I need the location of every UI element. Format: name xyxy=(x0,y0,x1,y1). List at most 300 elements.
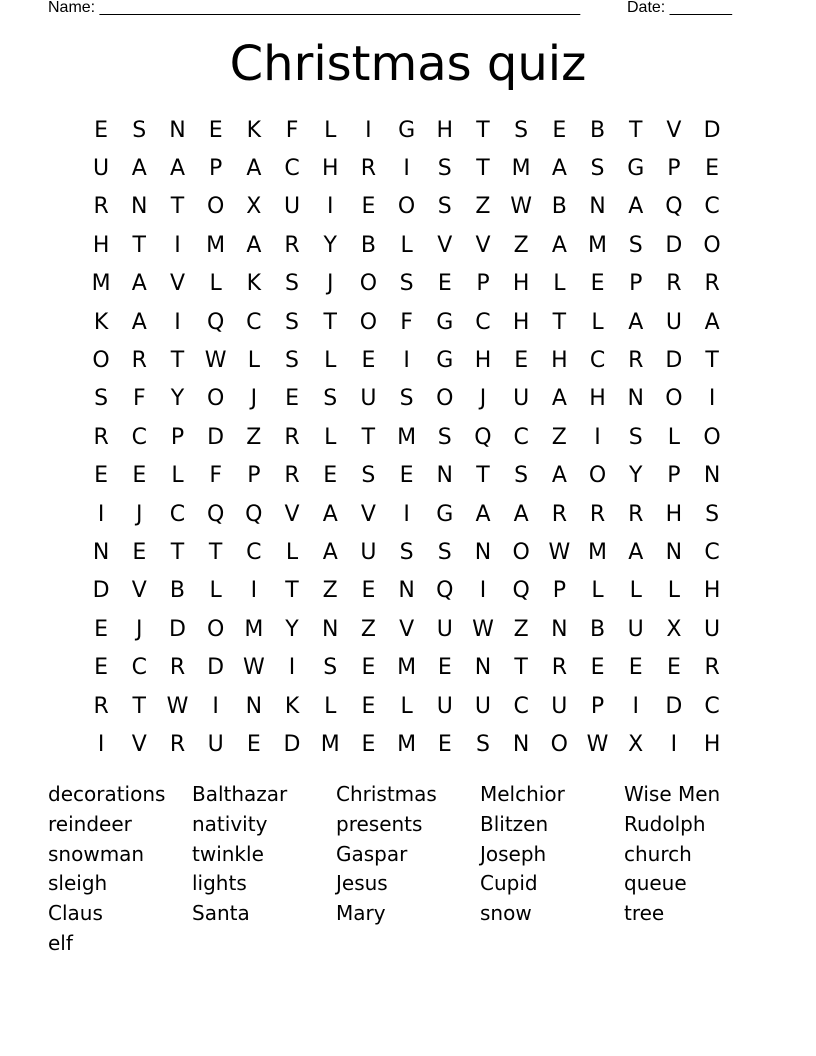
grid-letter: C xyxy=(589,348,606,374)
grid-letter: W xyxy=(166,693,189,719)
grid-letter: S xyxy=(285,271,300,297)
grid-letter: I xyxy=(479,578,487,604)
date-blank-line: _______ xyxy=(669,0,732,16)
grid-letter: E xyxy=(361,693,376,719)
grid-letter: Q xyxy=(665,194,683,220)
grid-letter: H xyxy=(551,348,568,374)
grid-letter: S xyxy=(94,386,109,412)
grid-letter: V xyxy=(131,731,147,757)
grid-letter: R xyxy=(704,271,720,297)
grid-letter: A xyxy=(551,463,567,489)
grid-letter: S xyxy=(285,309,300,335)
grid-letter: S xyxy=(323,386,338,412)
grid-letter: I xyxy=(250,578,258,604)
grid-letter: C xyxy=(475,309,491,335)
grid-letter: A xyxy=(131,271,147,297)
grid-letter: B xyxy=(360,232,376,258)
grid-letter: Q xyxy=(206,309,225,335)
grid-letter: E xyxy=(437,271,452,297)
grid-letter: L xyxy=(667,424,681,450)
grid-letter: K xyxy=(246,271,262,297)
grid-letter: F xyxy=(285,117,299,143)
grid-letter: Z xyxy=(513,616,529,642)
grid-letter: U xyxy=(551,693,568,719)
date-field xyxy=(627,0,732,17)
grid-letter: N xyxy=(321,616,339,642)
word-list-item: snowman xyxy=(48,841,145,866)
grid-letter: E xyxy=(208,117,223,143)
grid-letter: C xyxy=(169,501,186,527)
grid-letter: E xyxy=(94,655,109,681)
grid-letter: Y xyxy=(323,232,337,258)
grid-letter: K xyxy=(246,117,262,143)
grid-letter: A xyxy=(169,156,185,182)
name-field xyxy=(48,0,580,17)
word-list-item: snow xyxy=(480,901,532,926)
grid-letter: M xyxy=(320,731,340,757)
grid-letter: H xyxy=(474,348,492,374)
grid-letter: C xyxy=(513,693,529,719)
word-list-item: Claus xyxy=(48,901,103,926)
grid-letter: M xyxy=(588,232,608,258)
grid-letter: T xyxy=(476,117,490,143)
page-title: Christmas quiz xyxy=(229,36,587,92)
grid-letter: Z xyxy=(360,616,376,642)
grid-letter: A xyxy=(131,309,147,335)
grid-letter: A xyxy=(246,156,262,182)
grid-letter: U xyxy=(474,693,492,719)
grid-letter: P xyxy=(667,463,681,489)
grid-letter: F xyxy=(400,309,413,335)
grid-letter: W xyxy=(510,194,533,220)
grid-letter: I xyxy=(212,693,219,719)
grid-letter: Y xyxy=(170,386,185,412)
grid-letter: I xyxy=(97,731,105,757)
grid-letter: J xyxy=(479,386,487,412)
grid-letter: P xyxy=(552,578,566,604)
grid-letter: C xyxy=(704,693,720,719)
grid-letter: O xyxy=(359,271,378,297)
grid-letter: I xyxy=(403,348,410,374)
grid-letter: J xyxy=(326,271,334,297)
grid-letter: L xyxy=(324,348,337,374)
grid-letter: H xyxy=(512,271,530,297)
word-list-item: Cupid xyxy=(480,871,538,896)
grid-letter: Q xyxy=(245,501,263,527)
grid-letter: N xyxy=(474,539,492,565)
grid-letter: Z xyxy=(513,232,529,258)
grid-letter: S xyxy=(399,271,414,297)
grid-letter: A xyxy=(628,309,644,335)
grid-letter: A xyxy=(475,501,491,527)
grid-letter: N xyxy=(627,386,644,412)
grid-letter: U xyxy=(665,309,682,335)
grid-letter: S xyxy=(590,156,605,182)
word-list xyxy=(48,780,768,959)
grid-letter: T xyxy=(132,693,146,719)
grid-letter: S xyxy=(437,156,452,182)
grid-letter: I xyxy=(174,309,181,335)
grid-letter: D xyxy=(207,424,225,450)
grid-letter: T xyxy=(170,194,185,220)
grid-letter: O xyxy=(359,309,378,335)
letter-grid xyxy=(82,111,731,764)
grid-letter: S xyxy=(132,117,147,143)
grid-letter: A xyxy=(246,232,262,258)
grid-letter: H xyxy=(665,501,683,527)
grid-letter: A xyxy=(322,539,338,565)
grid-letter: E xyxy=(437,731,452,757)
grid-letter: H xyxy=(703,578,721,604)
grid-letter: G xyxy=(436,348,454,374)
grid-letter: E xyxy=(361,194,376,220)
grid-letter: C xyxy=(704,539,720,565)
grid-letter: B xyxy=(551,194,567,220)
grid-letter: A xyxy=(551,386,567,412)
grid-letter: A xyxy=(131,156,147,182)
grid-letter: V xyxy=(131,578,147,604)
grid-letter: C xyxy=(704,194,720,220)
grid-letter: M xyxy=(397,655,417,681)
grid-letter: O xyxy=(206,616,225,642)
grid-letter: E xyxy=(361,731,376,757)
grid-letter: D xyxy=(92,578,110,604)
grid-letter: Z xyxy=(246,424,262,450)
grid-letter: N xyxy=(92,539,110,565)
grid-letter: M xyxy=(244,616,264,642)
grid-letter: O xyxy=(397,194,416,220)
grid-letter: S xyxy=(437,539,452,565)
grid-letter: C xyxy=(246,309,262,335)
name-blank-line: ______________________________________________________ xyxy=(99,0,581,16)
word-list-item: Jesus xyxy=(336,871,388,896)
grid-letter: I xyxy=(670,731,678,757)
grid-letter: R xyxy=(666,271,682,297)
grid-letter: G xyxy=(436,501,454,527)
grid-letter: S xyxy=(361,463,376,489)
grid-letter: I xyxy=(403,156,410,182)
word-list-item: queue xyxy=(624,871,687,896)
grid-letter: R xyxy=(628,348,644,374)
grid-letter: P xyxy=(667,156,681,182)
grid-letter: L xyxy=(400,693,413,719)
grid-letter: C xyxy=(284,156,300,182)
name-label: Name: xyxy=(48,0,96,16)
grid-letter: E xyxy=(94,117,109,143)
grid-letter: T xyxy=(170,539,185,565)
grid-letter: O xyxy=(512,539,530,565)
word-list-item: reindeer xyxy=(48,811,132,836)
grid-letter: U xyxy=(283,194,301,220)
grid-letter: O xyxy=(206,194,225,220)
grid-letter: T xyxy=(285,578,299,604)
word-list-item: Blitzen xyxy=(480,811,549,836)
grid-letter: I xyxy=(632,693,639,719)
grid-letter: S xyxy=(514,117,529,143)
grid-letter: N xyxy=(245,693,263,719)
grid-letter: D xyxy=(207,655,225,681)
grid-letter: R xyxy=(704,655,720,681)
grid-letter: E xyxy=(361,655,376,681)
grid-letter: O xyxy=(703,424,721,450)
grid-letter: T xyxy=(208,539,223,565)
grid-letter: P xyxy=(209,156,223,182)
grid-letter: T xyxy=(323,309,337,335)
grid-letter: L xyxy=(324,693,337,719)
grid-letter: W xyxy=(472,616,494,642)
grid-letter: R xyxy=(628,501,644,527)
grid-letter: R xyxy=(131,348,147,374)
grid-letter: G xyxy=(436,309,454,335)
word-list-item: nativity xyxy=(192,811,268,836)
grid-letter: C xyxy=(131,424,147,450)
grid-letter: L xyxy=(324,117,337,143)
grid-letter: T xyxy=(476,156,490,182)
grid-letter: O xyxy=(550,731,568,757)
grid-letter: R xyxy=(93,424,109,450)
grid-letter: R xyxy=(169,731,186,757)
grid-letter: K xyxy=(93,309,109,335)
grid-letter: E xyxy=(246,731,261,757)
grid-letter: V xyxy=(284,501,300,527)
grid-letter: E xyxy=(94,463,109,489)
grid-letter: H xyxy=(512,309,530,335)
grid-letter: Q xyxy=(512,578,530,604)
grid-letter: Q xyxy=(206,501,225,527)
word-list-item: lights xyxy=(192,871,247,896)
word-list-item: Wise Men xyxy=(624,782,721,806)
grid-letter: M xyxy=(511,156,531,182)
grid-letter: E xyxy=(94,616,109,642)
grid-letter: I xyxy=(326,194,334,220)
grid-letter: S xyxy=(437,424,452,450)
grid-letter: E xyxy=(590,655,605,681)
grid-letter: K xyxy=(284,693,300,719)
grid-letter: Q xyxy=(436,578,454,604)
grid-letter: S xyxy=(285,348,300,374)
word-list-item: sleigh xyxy=(48,871,108,896)
grid-letter: W xyxy=(548,539,571,565)
grid-letter: V xyxy=(399,616,415,642)
grid-letter: Y xyxy=(285,616,299,642)
grid-letter: D xyxy=(168,616,186,642)
grid-letter: R xyxy=(551,501,567,527)
grid-letter: S xyxy=(705,501,720,527)
grid-letter: L xyxy=(400,232,413,258)
grid-letter: I xyxy=(97,501,105,527)
grid-letter: T xyxy=(132,232,146,258)
grid-letter: D xyxy=(665,232,683,258)
grid-letter: I xyxy=(594,424,601,450)
grid-letter: U xyxy=(360,539,377,565)
grid-letter: S xyxy=(399,539,414,565)
grid-letter: T xyxy=(628,117,643,143)
grid-letter: D xyxy=(703,117,721,143)
grid-letter: C xyxy=(513,424,529,450)
grid-letter: E xyxy=(590,271,605,297)
grid-letter: C xyxy=(131,655,147,681)
grid-letter: U xyxy=(93,156,110,182)
grid-letter: T xyxy=(476,463,490,489)
grid-letter: S xyxy=(437,194,452,220)
grid-letter: M xyxy=(397,424,417,450)
grid-letter: L xyxy=(247,348,260,374)
grid-letter: U xyxy=(436,693,453,719)
grid-letter: O xyxy=(665,386,683,412)
grid-letter: M xyxy=(588,539,608,565)
grid-letter: E xyxy=(323,463,338,489)
word-list-item: Balthazar xyxy=(192,782,288,806)
grid-letter: Z xyxy=(322,578,338,604)
grid-letter: E xyxy=(132,539,147,565)
grid-letter: P xyxy=(629,271,643,297)
grid-letter: L xyxy=(591,578,604,604)
grid-letter: E xyxy=(361,348,376,374)
grid-letter: L xyxy=(285,539,299,565)
grid-letter: W xyxy=(204,348,227,374)
grid-letter: N xyxy=(169,117,186,143)
grid-letter: U xyxy=(704,616,721,642)
grid-letter: M xyxy=(91,271,111,297)
grid-letter: Z xyxy=(551,424,567,450)
grid-letter: O xyxy=(436,386,454,412)
grid-letter: U xyxy=(513,386,530,412)
grid-letter: E xyxy=(552,117,567,143)
grid-letter: U xyxy=(207,731,224,757)
grid-letter: I xyxy=(288,655,296,681)
grid-letter: R xyxy=(551,655,567,681)
grid-letter: E xyxy=(705,156,720,182)
grid-letter: B xyxy=(589,117,606,143)
grid-letter: N xyxy=(703,463,721,489)
grid-letter: B xyxy=(169,578,186,604)
grid-letter: R xyxy=(589,501,606,527)
grid-letter: B xyxy=(589,616,606,642)
grid-letter: A xyxy=(513,501,529,527)
grid-letter: L xyxy=(629,578,642,604)
grid-letter: D xyxy=(283,731,301,757)
word-list-item: elf xyxy=(48,930,73,955)
word-list-item: twinkle xyxy=(192,841,264,866)
date-label: Date: xyxy=(627,0,666,16)
grid-letter: A xyxy=(551,232,567,258)
word-list-item: Gaspar xyxy=(336,841,408,866)
grid-letter: T xyxy=(170,348,185,374)
word-list-item: Mary xyxy=(336,901,386,926)
grid-letter: H xyxy=(703,731,721,757)
grid-letter: R xyxy=(284,424,300,450)
grid-letter: P xyxy=(170,424,185,450)
grid-letter: L xyxy=(171,463,184,489)
grid-letter: T xyxy=(705,348,719,374)
grid-letter: T xyxy=(514,655,528,681)
word-list-item: presents xyxy=(336,811,423,836)
grid-letter: X xyxy=(628,731,644,757)
grid-letter: X xyxy=(246,194,262,220)
grid-letter: P xyxy=(590,693,605,719)
grid-letter: N xyxy=(589,194,606,220)
grid-letter: D xyxy=(665,693,683,719)
grid-letter: E xyxy=(399,463,414,489)
grid-letter: R xyxy=(169,655,186,681)
word-list-item: Rudolph xyxy=(624,811,706,836)
grid-letter: U xyxy=(436,616,453,642)
grid-letter: U xyxy=(360,386,377,412)
grid-letter: O xyxy=(703,232,721,258)
grid-letter: O xyxy=(92,348,110,374)
grid-letter: P xyxy=(476,271,490,297)
grid-letter: W xyxy=(586,731,609,757)
grid-letter: W xyxy=(242,655,265,681)
grid-letter: E xyxy=(361,578,376,604)
grid-letter: E xyxy=(285,386,299,412)
grid-letter: L xyxy=(209,271,222,297)
grid-letter: N xyxy=(665,539,683,565)
grid-letter: N xyxy=(512,731,530,757)
grid-letter: T xyxy=(361,424,376,450)
grid-letter: J xyxy=(136,501,143,527)
word-list-item: decorations xyxy=(48,782,166,806)
grid-letter: N xyxy=(436,463,454,489)
grid-letter: E xyxy=(514,348,529,374)
word-list-item: Joseph xyxy=(480,841,547,866)
grid-letter: M xyxy=(397,731,417,757)
grid-letter: N xyxy=(551,616,568,642)
grid-letter: N xyxy=(474,655,492,681)
grid-letter: P xyxy=(247,463,261,489)
grid-letter: I xyxy=(365,117,372,143)
grid-letter: R xyxy=(93,693,109,719)
word-list-item: Santa xyxy=(192,901,250,926)
grid-letter: A xyxy=(628,194,644,220)
grid-letter: C xyxy=(246,539,262,565)
grid-letter: A xyxy=(322,501,338,527)
grid-letter: A xyxy=(551,156,567,182)
grid-letter: N xyxy=(398,578,415,604)
grid-letter: G xyxy=(627,156,645,182)
grid-letter: J xyxy=(136,616,143,642)
grid-letter: H xyxy=(589,386,606,412)
grid-letter: E xyxy=(666,655,681,681)
grid-letter: V xyxy=(169,271,185,297)
grid-letter: E xyxy=(437,655,452,681)
word-list-item: Christmas xyxy=(336,782,437,806)
grid-letter: I xyxy=(708,386,716,412)
grid-letter: S xyxy=(514,463,529,489)
grid-letter: L xyxy=(324,424,337,450)
grid-letter: H xyxy=(321,156,339,182)
grid-letter: F xyxy=(132,386,146,412)
grid-letter: R xyxy=(284,463,300,489)
grid-letter: R xyxy=(93,194,109,220)
grid-letter: J xyxy=(250,386,258,412)
grid-letter: V xyxy=(475,232,491,258)
grid-letter: H xyxy=(92,232,110,258)
word-list-item: tree xyxy=(624,901,665,926)
grid-letter: A xyxy=(628,539,644,565)
grid-letter: O xyxy=(588,463,607,489)
grid-letter: L xyxy=(553,271,566,297)
grid-letter: A xyxy=(704,309,720,335)
grid-letter: S xyxy=(323,655,338,681)
word-list-item: Melchior xyxy=(480,782,565,806)
grid-letter: I xyxy=(403,501,410,527)
grid-letter: G xyxy=(398,117,416,143)
grid-letter: N xyxy=(131,194,148,220)
grid-letter: U xyxy=(627,616,644,642)
grid-letter: F xyxy=(209,463,222,489)
grid-letter: O xyxy=(206,386,225,412)
